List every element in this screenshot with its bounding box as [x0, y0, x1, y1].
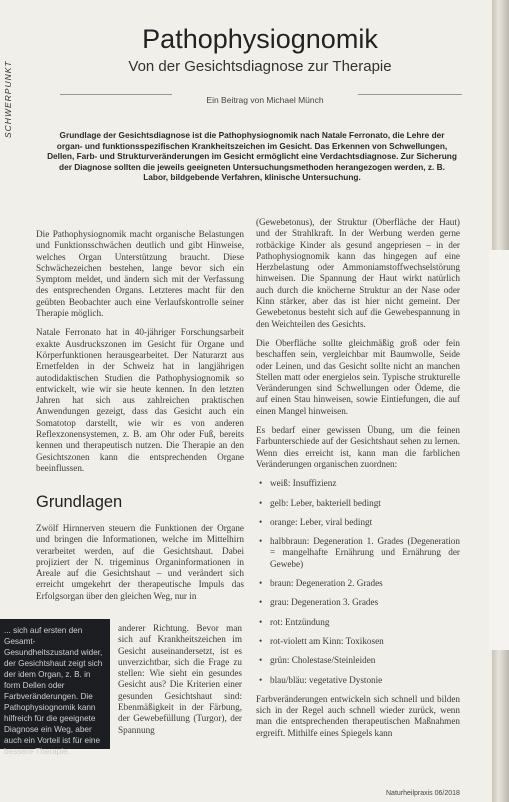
paragraph: Farbveränderungen entwickeln sich schnell und bilden sich in der Regel auch schnell wieder zurück, wenn man die entsprechenden therapeutischen Maßnahmen ergreift. Mithilfe eines Spiegels kann	[256, 693, 460, 738]
paragraph: Die Pathophysiognomik macht organische Belastungen und Funktionsschwächen deutlich und gibt Hinweise, welches Organ Unterstützung braucht. Diese Schwächezeichen bestehen, lange bevor sich ein Symptom meldet, und ändern sich mit der Verfassung des entsprechenden Organs. Letzteres macht für den geübten Beobachter auch eine Verlaufskontrolle seiner Therapie möglich.	[36, 229, 244, 319]
paragraph: anderer Richtung. Bevor man sich auf Krankheitszeichen im Gesicht auseinandersetzt, ist es unverzichtbar, sich die Frage zu stellen: Wie sieht ein gesundes Gesicht aus? Die Kriterien einer gesunden Gesichtshaut sind: Ebenmäßigkeit in der Färbung, der Gewebefüllung (Turgor), der Spannung	[118, 623, 242, 735]
column-left-bottom	[118, 623, 242, 744]
section-label-text: SCHWERPUNKT	[3, 60, 13, 138]
paragraph: Die Oberfläche sollte gleichmäßig groß oder fein beschaffen sein, vergleichbar mit Baumwolle, Seide oder Leinen, und das Gesicht sollte nicht an manchen Stellen matt oder energielos sein. Typische strukturelle Veränderungen sind Schwellungen oder Ödeme, die auf einen Stau hinweisen, sowie Eintiefungen, die auf einen Mangel hinweisen.	[256, 337, 460, 416]
rule-left	[60, 94, 172, 95]
list-item: • grün: Cholestase/Steinleiden	[256, 655, 460, 666]
list-item: • orange: Leber, viral bedingt	[256, 517, 460, 528]
section-label	[3, 20, 17, 140]
list-item: • rot-violett am Kinn: Toxikosen	[256, 636, 460, 647]
column-left-middle	[36, 523, 244, 610]
list-item: • halbbraun: Degeneration 1. Grades (Degeneration = mangelhafte Ernährung und Ernährung der Gewebe)	[256, 536, 460, 570]
page-footer: Naturheilpraxis 06/2018	[386, 790, 460, 797]
paragraph: Natale Ferronato hat in 40-jähriger Forschungsarbeit exakte Ausdruckszonen im Gesicht für Organe und Körperfunktionen herausgearbeitet. Der Naturarzt aus Ernetfelden in der Schweiz hat in langjährigen autodidaktischen Studien die Pathophysiognomik so entwickelt, wie wir sie heute kennen. In den letzten Jahren hat sich aus zahlreichen praktischen Anwendungen gezeigt, dass das Gesicht auch ein Somatotop darstellt, wie wir es von anderen Reflexzonensystemen, z. B. am Ohr oder Fuß, bereits kennen und therapeutisch nutzen. Die Therapie an den Gesichtszonen kann die entsprechenden Organe beeinflussen.	[36, 327, 244, 473]
list-item: • weiß: Insuffizienz	[256, 478, 460, 489]
sidebar-quote-text: ... sich auf ersten den Gesamt-Gesundheitszustand wider, der Gesichtshaut zeigt sich der idem Organ, z. B. in form Dellen oder Farbveränderungen. Die Pathophysiognomik kann hilfreich für die geeignete Diagnose ein Weg, aber auch ein Vorteil ist für eine bessere Therapie.	[4, 626, 103, 756]
next-page-edge	[489, 250, 509, 650]
rule-right	[358, 94, 462, 95]
list-item: • braun: Degeneration 2. Grades	[256, 578, 460, 589]
list-item: • grau: Degeneration 3. Grades	[256, 597, 460, 608]
article-title: Pathophysiognomik	[142, 24, 378, 54]
paragraph: (Gewebetonus), der Struktur (Oberfläche der Haut) und der Strahlkraft. In der Werbung werden gerne rotbäckige Kinder als gesund angepriesen – in der Pathophysiognomik kann das hingegen auf eine Herzbelastung oder Ammoniamstoffwechselstörung hinweisen. Die Spannung der Haut wirkt natürlich auch durch die knöcherne Struktur an der Nase oder Kinn stärker, aber das ist hier nicht gemeint. Der Gewebetonus besteht sich auf die Gewebespannung in den Weichteilen des Gesichts.	[256, 217, 460, 329]
author-line: Ein Beitrag von Michael Münch	[206, 95, 324, 105]
intro-paragraph: Grundlage der Gesichtsdiagnose ist die Pathophysiognomik nach Natale Ferronato, die Lehre der organ- und funktionsspezifischen Krankheitszeichen im Gesicht. Das Erkennen von Schwellungen, Dellen, Farb- und Strukturveränderungen im Gesicht ermöglicht eine Verdachtsdiagnose. Zur Sicherung der Diagnose sollten die jeweils geeigneten Untersuchungsmethoden herangezogen werden, z. B. Labor, bildgebende Verfahren, klinische Untersuchung.	[47, 130, 457, 183]
list-item: • blau/bläu: vegetative Dystonie	[256, 675, 460, 686]
column-left-top	[36, 229, 244, 482]
article-subtitle: Von der Gesichtsdiagnose zur Therapie	[128, 58, 392, 75]
list-item: • rot: Entzündung	[256, 617, 460, 628]
list-item: • gelb: Leber, bakteriell bedingt	[256, 498, 460, 509]
color-list	[256, 478, 460, 686]
column-right	[256, 217, 460, 747]
section-heading: Grundlagen	[36, 493, 123, 511]
paragraph: Zwölf Hirnnerven steuern die Funktionen der Organe und bringen die Informationen, welche im Mittelhirn verarbeitet werden, auf die Gesichtshaut. Dabei projiziert der N. trigeminus Organinformationen in Areale auf die Gesichtshaut – und verändert sich erreicht umgekehrt der therapeutische Impuls das Erfolgsorgan über den gleichen Weg, nur in	[36, 523, 244, 601]
paragraph: Es bedarf einer gewissen Übung, um die feinen Farbunterschiede auf der Gesichtshaut sehen zu lernen. Wenn dies erreicht ist, kann man die farblichen Veränderungen organischen zuordnen:	[256, 425, 460, 469]
